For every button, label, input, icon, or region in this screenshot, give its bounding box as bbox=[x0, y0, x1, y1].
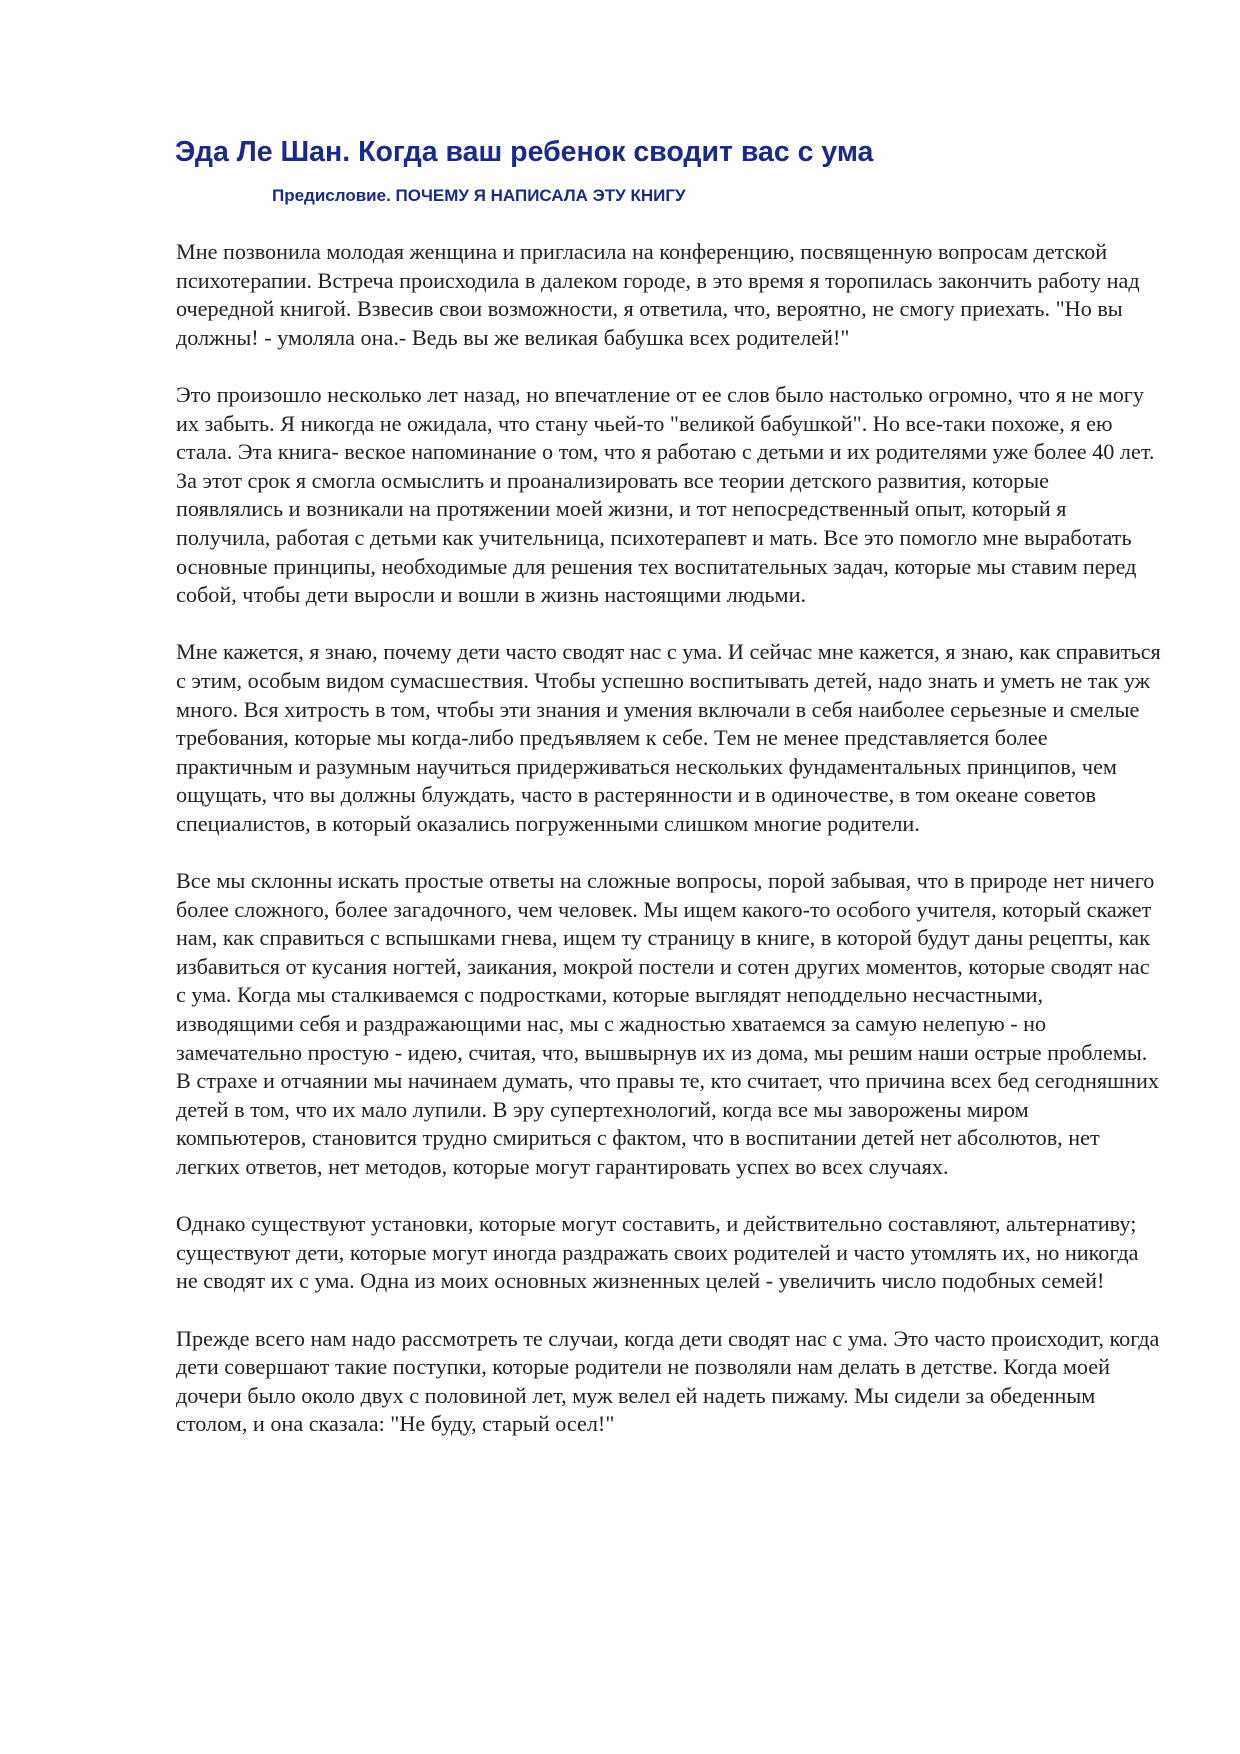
paragraph: Однако существуют установки, которые могут составить, и действительно составляют, альтернативу; существуют дети, которые могут иногда раздражать своих родителей и часто утомлять их, но никогда не сводят их с ума. Одна из моих основных жизненных целей - увеличить число подобных семей! bbox=[176, 1211, 1139, 1294]
document-title: Эда Ле Шан. Когда ваш ребенок сводит вас с ума bbox=[175, 136, 874, 168]
paragraph: Прежде всего нам надо рассмотреть те случаи, когда дети сводят нас с ума. Это часто происходит, когда дети совершают такие поступки, которые родители не позволяли нам делать в детстве. Когда моей дочери было около двух с половиной лет, муж велел ей надеть пижаму. Мы сидели за обеденным столом, и она сказала: "Не буду, старый осел!" bbox=[176, 1325, 1160, 1437]
paragraph: Все мы склонны искать простые ответы на сложные вопросы, порой забывая, что в природе нет ничего более сложного, более загадочного, чем человек. Мы ищем какого-то особого учителя, который скажет нам, как справиться с вспышками гнева, ищем ту страницу в книге, в которой будут даны рецепты, как избавиться от кусания ногтей, заикания, мокрой постели и сотен других моментов, которые сводят нас с ума. Когда мы сталкиваемся с подростками, которые выглядят неподдельно несчастными, изводящими себя и раздражающими нас, мы с жадностью хватаемся за самую нелепую - но замечательно простую - идею, считая, что, вышвырнув их из дома, мы решим наши острые проблемы. В страхе и отчаянии мы начинаем думать, что правы те, кто считает, что причина всех бед сегодняшних детей в том, что их мало лупили. В эру супертехнологий, когда все мы заворожены миром компьютеров, становится трудно смириться с фактом, что в воспитании детей нет абсолютов, нет легких ответов, нет методов, которые могут гарантировать успех во всех случаях. bbox=[176, 868, 1160, 1179]
paragraph: Это произошло несколько лет назад, но впечатление от ее слов было настолько огромно, что я не могу их забыть. Я никогда не ожидала, что стану чьей-то "великой бабушкой". Но все-таки похоже, я ею стала. Эта книга- веское напоминание о том, что я работаю с детьми и их родителями уже более 40 лет. За этот срок я смогла осмыслить и проанализировать все теории детского развития, которые появлялись и возникали на протяжении моей жизни, и тот непосредственный опыт, который я получила, работая с детьми как учительница, психотерапевт и мать. Все это помогло мне выработать основные принципы, необходимые для решения тех воспитательных задач, которые мы ставим перед собой, чтобы дети выросли и вошли в жизнь настоящими людьми. bbox=[176, 381, 1155, 608]
paragraph: Мне кажется, я знаю, почему дети часто сводят нас с ума. И сейчас мне кажется, я знаю, как справиться с этим, особым видом сумасшествия. Чтобы успешно воспитывать детей, надо знать и уметь не так уж много. Вся хитрость в том, чтобы эти знания и умения включали в себя наиболее серьезные и смелые требования, которые мы когда-либо предъявляем к себе. Тем не менее представляется более практичным и разумным научиться придерживаться нескольких фундаментальных принципов, чем ощущать, что вы должны блуждать, часто в растерянности и в одиночестве, в том океане советов специалистов, в который оказались погруженными слишком многие родители. bbox=[176, 639, 1161, 836]
document-body bbox=[176, 238, 1161, 1439]
preface-heading: Предисловие. ПОЧЕМУ Я НАПИСАЛА ЭТУ КНИГУ bbox=[272, 186, 686, 205]
paragraph: Мне позвонила молодая женщина и пригласила на конференцию, посвященную вопросам детской психотерапии. Встреча происходила в далеком городе, в это время я торопилась закончить работу над очередной книгой. Взвесив свои возможности, я ответила, что, вероятно, не смогу приехать. "Но вы должны! - умоляла она.- Ведь вы же великая бабушка всех родителей!" bbox=[176, 239, 1140, 350]
